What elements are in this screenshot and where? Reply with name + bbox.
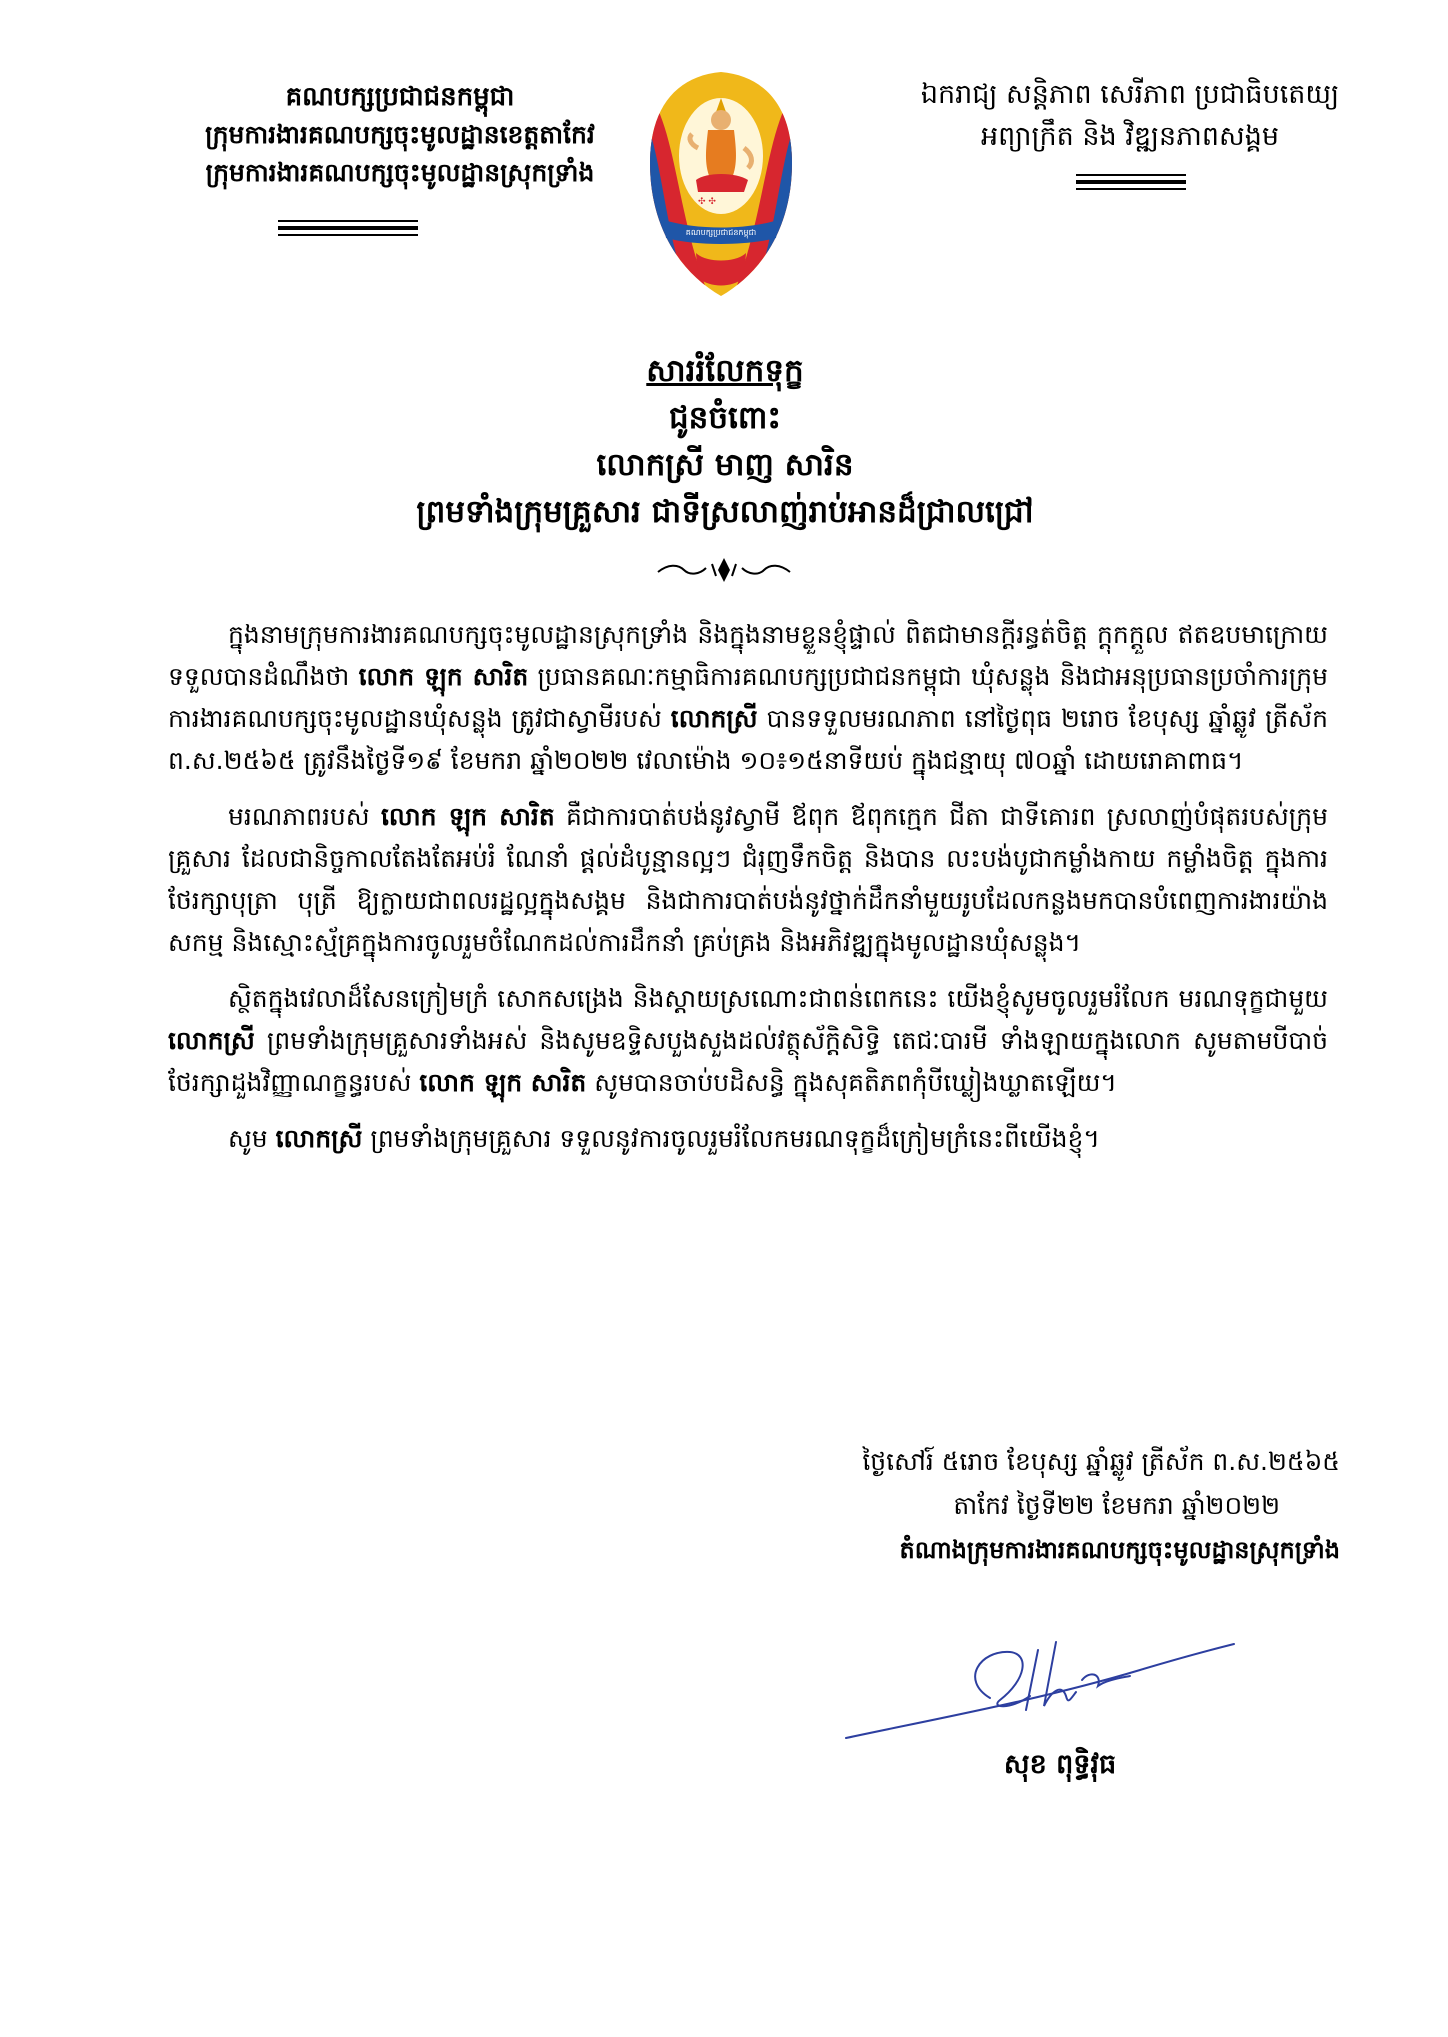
p1-text-e: បានទទួលមរណភាព នៅថ្ងៃពុធ ២រោច ខែបុស្ស ឆ្នាំឆ្លូវ ត្រីស័ក ព.ស.២៥៦៥ ត្រូវនឹងថ្ងៃទី១៩ ខែមករា ឆ្នាំ២០២២ វេលាម៉ោង ១០៖១៥នាទីយប់ ក្នុងជន្មាយុ ៧០ឆ្នាំ ដោយរោគាពាធ។ [168,704,1328,775]
p4-text-c: ព្រមទាំងក្រុមគ្រួសារ ទទួលនូវការចូលរួមរំលែកមរណទុក្ខដ៏ក្រៀមក្រំនេះពីយើងខ្ញុំ។ [362,1124,1100,1153]
solar-date: តាកែវ ថ្ងៃទី២២ ខែមករា ឆ្នាំ២០២២ [953,1491,1280,1520]
title-condolence: សាររំលែកទុក្ខ [646,353,804,389]
paragraph-1 [168,614,1328,782]
letter-title [250,348,1200,536]
header-rule-right [1076,174,1186,194]
logo-ribbon-text: គណបក្សប្រជាជនកម្ពុជា [685,228,757,237]
p3-text-e: សូមបានចាប់បដិសន្ធិ ក្នុងសុគតិភពកុំបីឃ្លៀងឃ្លាតឡើយ។ [586,1068,1117,1097]
p4-widow-title: លោកស្រី [275,1124,363,1153]
title-addressed-to: ជូនចំពោះ [668,400,781,436]
p2-text-c: គឺជាការបាត់បង់នូវស្វាមី ឪពុក ឪពុកក្មេក ជីតា ជាទីគោរព ស្រលាញ់បំផុតរបស់ក្រុមគ្រួសារ ដែលជានិច្ចកាលតែងតែអប់រំ ណែនាំ ផ្តល់ដំបូន្មានល្អៗ ជំរុញទឹកចិត្ត និងបាន លះបង់បូជាកម្លាំងកាយ កម្លាំងចិត្ត ក្នុងការថែរក្សាបុត្រា បុត្រី ឱ្យក្លាយជាពលរដ្ឋល្អក្នុងសង្គម និងជាការបាត់បង់នូវថ្នាក់ដឹកនាំមួយរូបដែលកន្លងមកបានបំពេញការងារយ៉ាងសកម្ម និងស្មោះស្ម័គ្រក្នុងការចូលរួមចំណែកដល់ការដឹកនាំ គ្រប់គ្រង និងអភិវឌ្ឍក្នុងមូលដ្ឋានឃុំសន្លុង។ [168,802,1328,957]
closing-block [720,1440,1340,1572]
p4-text-a: សូម [228,1124,276,1153]
p1-widow-title: លោកស្រី [670,704,758,733]
party-logo [636,68,806,300]
handwritten-signature [840,1610,1240,1760]
p3-deceased-name: លោក ឡុក សារិត [419,1068,587,1097]
national-motto [900,74,1360,158]
ornament-divider-icon [654,556,794,584]
lunar-date: ថ្ងៃសៅរ៍ ៥រោច ខែបុស្ស ឆ្នាំឆ្លូវ ត្រីស័ក ព.ស.២៥៦៥ [862,1447,1340,1476]
p1-text-c: ប្រធានគណៈកម្មាធិការគណបក្សប្រជាជនកម្ពុជា ឃុំសន្លុង និងជាអនុប្រធានប្រចាំការក្រុមការងារគណបក្សចុះមូលដ្ឋានឃុំសន្លុង ត្រូវជាស្វាមីរបស់ [168,662,1328,733]
svg-text:✣ ✣: ✣ ✣ [698,197,716,207]
p3-text-c: ព្រមទាំងក្រុមគ្រួសារទាំងអស់ និងសូមឧទ្ទិសបួងសួងដល់វត្ថុស័ក្តិសិទ្ធិ តេជៈបារមី ទាំងឡាយក្នុងលោក សូមតាមបីបាច់ថែរក្សាដួងវិញ្ញាណក្ខន្ធរបស់ [168,1026,1328,1097]
title-family: ព្រមទាំងក្រុមគ្រួសារ ជាទីស្រលាញ់រាប់អានដ៏ជ្រាលជ្រៅ [416,494,1034,530]
letter-body [168,614,1328,1174]
party-header [150,78,650,192]
party-name: គណបក្សប្រជាជនកម្ពុជា [285,82,515,112]
motto-line-1: ឯករាជ្យ សន្តិភាព សេរីភាព ប្រជាធិបតេយ្យ [920,79,1340,110]
p3-widow-title: លោកស្រី [168,1026,255,1055]
p2-text-a: មរណភាពរបស់ [228,802,381,831]
province-working-group: ក្រុមការងារគណបក្សចុះមូលដ្ឋានខេត្តតាកែវ [205,120,595,149]
motto-line-2: អព្យាក្រឹត និង វិឌ្ឍនភាពសង្គម [981,121,1279,152]
p2-deceased-name: លោក ឡុក សារិត [380,802,555,831]
p1-deceased-name: លោក ឡុក សារិត [358,662,529,691]
paragraph-2 [168,796,1328,964]
title-recipient: លោកស្រី មាញ សារិន [596,447,854,483]
header-rule-left [278,220,418,240]
signer-name: សុខ ពុទ្ធិវុធ [1003,1749,1117,1780]
district-working-group: ក្រុមការងារគណបក្សចុះមូលដ្ឋានស្រុកទ្រាំង [205,158,595,187]
paragraph-3 [168,978,1328,1104]
p3-text-a: ស្ថិតក្នុងវេលាដ៏សែនក្រៀមក្រំ សោកសង្រេង និងស្តាយស្រណោះជាពន់ពេកនេះ យើងខ្ញុំសូមចូលរួមរំលែក មរណទុក្ខជាមួយ [228,984,1328,1013]
representative-line: តំណាងក្រុមការងារគណបក្សចុះមូលដ្ឋានស្រុកទ្រាំង [899,1536,1340,1564]
p1-text-a: ក្នុងនាមក្រុមការងារគណបក្សចុះមូលដ្ឋានស្រុកទ្រាំង និងក្នុងនាមខ្លួនខ្ញុំផ្ទាល់ ពិតជាមានក្តីរន្ធត់ចិត្ត ក្តុកក្តួល ឥតឧបមាក្រោយទទួលបានដំណឹងថា [168,620,1328,691]
paragraph-4 [168,1118,1328,1160]
